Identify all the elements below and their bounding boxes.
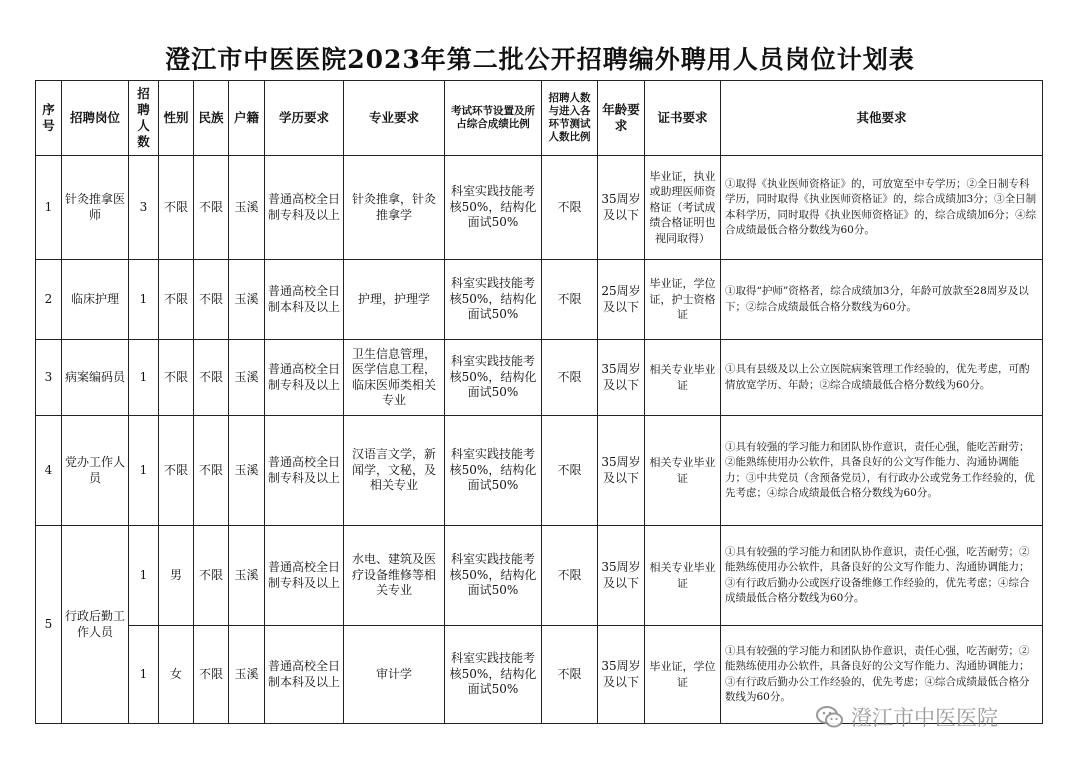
cell-certificate: 毕业证，学位证，护士资格证 xyxy=(645,260,721,340)
cell-position: 行政后勤工作人员 xyxy=(62,526,129,724)
cell-age: 35周岁及以下 xyxy=(598,156,645,260)
watermark xyxy=(815,702,998,732)
cell-education: 普通高校全日制专科及以上 xyxy=(265,416,344,526)
cell-gender: 不限 xyxy=(159,260,194,340)
header-ratio: 招聘人数与进入各环节测试人数比例 xyxy=(542,81,598,156)
cell-no: 4 xyxy=(36,416,62,526)
cell-hukou: 玉溪 xyxy=(229,340,265,416)
cell-ethnicity: 不限 xyxy=(194,156,229,260)
cell-age: 35周岁及以下 xyxy=(598,626,645,724)
cell-count: 1 xyxy=(129,416,159,526)
header-gender: 性别 xyxy=(159,81,194,156)
cell-hukou: 玉溪 xyxy=(229,626,265,724)
cell-exam: 科室实践技能考核50%，结构化面试50% xyxy=(445,626,542,724)
header-position: 招聘岗位 xyxy=(62,81,129,156)
header-no: 序号 xyxy=(36,81,62,156)
header-exam: 考试环节设置及所占综合成绩比例 xyxy=(445,81,542,156)
cell-count: 1 xyxy=(129,526,159,626)
cell-hukou: 玉溪 xyxy=(229,260,265,340)
cell-no: 1 xyxy=(36,156,62,260)
cell-other: ①具有较强的学习能力和团队协作意识，责任心强，吃苦耐劳；②能熟练使用办公软件，具备良好的公文写作能力、沟通协调能力；③有行政后勤办公工作经验的，优先考虑；④综合成绩最低合格分数线为60分。 xyxy=(721,626,1043,724)
position-plan-table xyxy=(35,80,1043,724)
cell-certificate: 相关专业毕业证 xyxy=(645,526,721,626)
header-count: 招聘人数 xyxy=(129,81,159,156)
table-header-row xyxy=(36,81,1043,156)
cell-ratio: 不限 xyxy=(542,526,598,626)
header-education: 学历要求 xyxy=(265,81,344,156)
cell-major: 汉语言文学，新闻学，文秘，及相关专业 xyxy=(344,416,445,526)
cell-ethnicity: 不限 xyxy=(194,416,229,526)
cell-major: 审计学 xyxy=(344,626,445,724)
cell-other: ①具有较强的学习能力和团队协作意识，责任心强，能吃苦耐劳；②能熟练使用办公软件，具备良好的公文写作能力、沟通协调能力；③中共党员（含预备党员），有行政办公或党务工作经验的，优先考虑；④综合成绩最低合格分数线为60分。 xyxy=(721,416,1043,526)
cell-other: ①取得《执业医师资格证》的，可放宽至中专学历；②全日制专科学历，同时取得《执业医师资格证》的，综合成绩加3分；③全日制本科学历，同时取得《执业医师资格证》的，综合成绩加6分；④综合成绩最低合格分数线为60分。 xyxy=(721,156,1043,260)
cell-major: 护理，护理学 xyxy=(344,260,445,340)
cell-hukou: 玉溪 xyxy=(229,416,265,526)
header-age: 年龄要求 xyxy=(598,81,645,156)
cell-count: 1 xyxy=(129,626,159,724)
cell-exam: 科室实践技能考核50%，结构化面试50% xyxy=(445,340,542,416)
cell-gender: 不限 xyxy=(159,416,194,526)
cell-education: 普通高校全日制专科及以上 xyxy=(265,340,344,416)
cell-age: 35周岁及以下 xyxy=(598,526,645,626)
cell-other: ①具有县级及以上公立医院病案管理工作经验的，优先考虑，可酌情放宽学历、年龄；②综合成绩最低合格分数线为60分。 xyxy=(721,340,1043,416)
header-other: 其他要求 xyxy=(721,81,1043,156)
table-row xyxy=(36,526,1043,626)
cell-exam: 科室实践技能考核50%，结构化面试50% xyxy=(445,416,542,526)
table-row xyxy=(36,340,1043,416)
cell-count: 3 xyxy=(129,156,159,260)
watermark-text: 澄江市中医医院 xyxy=(851,706,998,730)
cell-ratio: 不限 xyxy=(542,626,598,724)
header-ethnicity: 民族 xyxy=(194,81,229,156)
cell-certificate: 毕业证，学位证 xyxy=(645,626,721,724)
cell-count: 1 xyxy=(129,340,159,416)
table-row xyxy=(36,260,1043,340)
cell-ratio: 不限 xyxy=(542,260,598,340)
cell-education: 普通高校全日制专科及以上 xyxy=(265,526,344,626)
cell-education: 普通高校全日制本科及以上 xyxy=(265,260,344,340)
cell-ratio: 不限 xyxy=(542,416,598,526)
cell-age: 35周岁及以下 xyxy=(598,340,645,416)
cell-exam: 科室实践技能考核50%，结构化面试50% xyxy=(445,526,542,626)
header-major: 专业要求 xyxy=(344,81,445,156)
cell-no: 3 xyxy=(36,340,62,416)
header-hukou: 户籍 xyxy=(229,81,265,156)
cell-ethnicity: 不限 xyxy=(194,526,229,626)
cell-no: 2 xyxy=(36,260,62,340)
cell-ratio: 不限 xyxy=(542,156,598,260)
cell-exam: 科室实践技能考核50%，结构化面试50% xyxy=(445,156,542,260)
table-row xyxy=(36,156,1043,260)
cell-exam: 科室实践技能考核50%，结构化面试50% xyxy=(445,260,542,340)
cell-education: 普通高校全日制专科及以上 xyxy=(265,156,344,260)
cell-hukou: 玉溪 xyxy=(229,156,265,260)
wechat-icon xyxy=(815,704,845,730)
cell-position: 党办工作人员 xyxy=(62,416,129,526)
cell-ethnicity: 不限 xyxy=(194,626,229,724)
cell-other: ①取得“护师”资格者，综合成绩加3分，年龄可放款至28周岁及以下；②综合成绩最低合格分数线为60分。 xyxy=(721,260,1043,340)
cell-certificate: 相关专业毕业证 xyxy=(645,340,721,416)
cell-no: 5 xyxy=(36,526,62,724)
cell-hukou: 玉溪 xyxy=(229,526,265,626)
cell-major: 水电、建筑及医疗设备维修等相关专业 xyxy=(344,526,445,626)
cell-gender: 女 xyxy=(159,626,194,724)
cell-gender: 不限 xyxy=(159,340,194,416)
page-title: 澄江市中医医院2023年第二批公开招聘编外聘用人员岗位计划表 xyxy=(165,45,915,74)
cell-gender: 男 xyxy=(159,526,194,626)
cell-ethnicity: 不限 xyxy=(194,340,229,416)
cell-ethnicity: 不限 xyxy=(194,260,229,340)
cell-certificate: 相关专业毕业证 xyxy=(645,416,721,526)
cell-count: 1 xyxy=(129,260,159,340)
cell-age: 25周岁及以下 xyxy=(598,260,645,340)
cell-position: 病案编码员 xyxy=(62,340,129,416)
table-row xyxy=(36,416,1043,526)
cell-certificate: 毕业证，执业或助理医师资格证（考试成绩合格证明也视同取得） xyxy=(645,156,721,260)
cell-education: 普通高校全日制本科及以上 xyxy=(265,626,344,724)
cell-major: 卫生信息管理，医学信息工程，临床医师类相关专业 xyxy=(344,340,445,416)
cell-other: ①具有较强的学习能力和团队协作意识，责任心强，吃苦耐劳；②能熟练使用办公软件，具备良好的公文写作能力、沟通协调能力；③有行政后勤办公或医疗设备维修工作经验的，优先考虑；④综合成绩最低合格分数线为60分。 xyxy=(721,526,1043,626)
cell-gender: 不限 xyxy=(159,156,194,260)
cell-ratio: 不限 xyxy=(542,340,598,416)
header-certificate: 证书要求 xyxy=(645,81,721,156)
cell-position: 针灸推拿医师 xyxy=(62,156,129,260)
cell-age: 35周岁及以下 xyxy=(598,416,645,526)
cell-position: 临床护理 xyxy=(62,260,129,340)
cell-major: 针灸推拿，针灸推拿学 xyxy=(344,156,445,260)
